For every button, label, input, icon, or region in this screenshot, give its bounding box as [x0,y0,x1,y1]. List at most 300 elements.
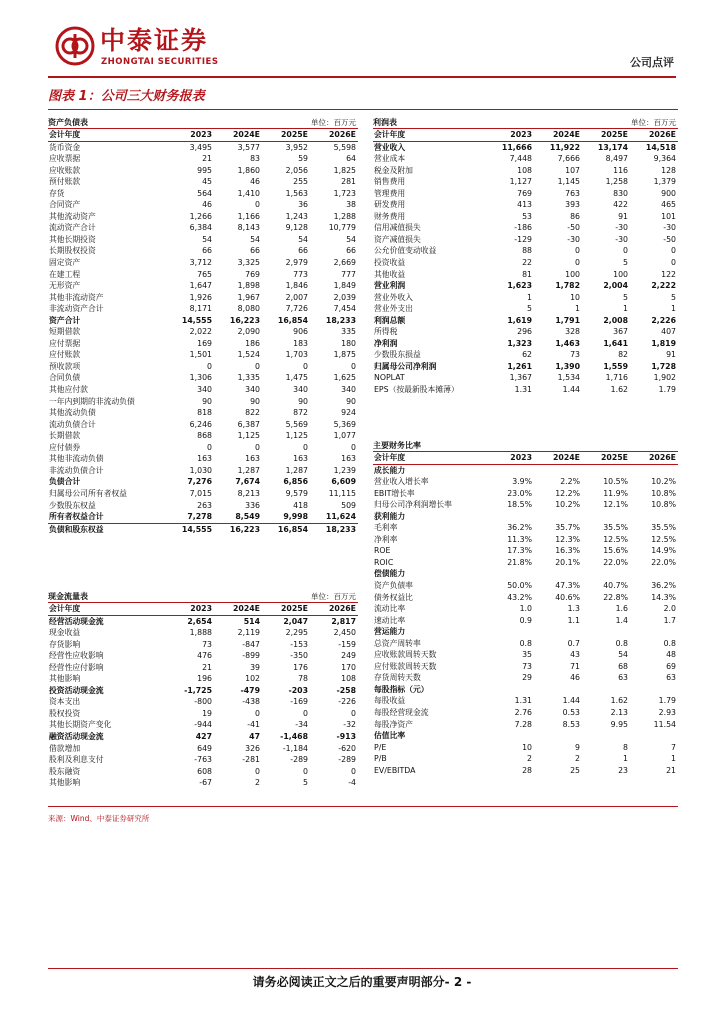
cell-value: 2,654 [187,616,212,626]
table-row [373,545,678,557]
cell-value: 1,623 [507,281,532,291]
table-row [48,523,358,535]
cell-value: -30 [615,234,628,244]
cell-value: 0 [351,442,356,452]
row-label: 股利及利息支付 [49,755,104,765]
row-label: 其他应付款 [49,385,88,395]
cell-value: 7,666 [557,154,580,164]
row-label: EBIT增长率 [374,488,415,498]
row-label: 在建工程 [49,269,81,279]
cell-value: 1.0 [519,604,532,614]
cell-value: 29 [522,673,532,683]
cell-value: 7,015 [189,488,212,498]
cell-value: 62 [522,350,532,360]
row-label: 其他收益 [374,269,406,279]
cell-value: 5,369 [333,419,356,429]
cell-value: -203 [288,685,308,695]
cell-value: 2,039 [333,292,356,302]
row-label: 借款增加 [49,743,81,753]
table-row [48,361,358,373]
cell-value: 17.3% [507,546,532,556]
table-row [373,765,678,777]
cell-value: 11,922 [549,142,580,152]
cell-value: 0 [303,708,308,718]
row-label: 一年内到期的非流动负债 [49,396,135,406]
cell-value: 1,563 [285,188,308,198]
table-row [373,292,678,304]
row-label: 营业成本 [374,154,406,164]
table-row [373,280,678,292]
cell-value: 10 [570,292,580,302]
cell-value: 0 [255,708,260,718]
cell-value: 3,325 [237,258,260,268]
cell-value: 509 [341,500,356,510]
cell-value: 38 [346,200,356,210]
row-label: 归属母公司所有者权益 [49,488,127,498]
cell-value: 514 [243,616,260,626]
cell-value: 35.5% [651,523,676,533]
cell-value: 69 [666,661,676,671]
cell-value: 1,239 [333,465,356,475]
cell-value: 1,728 [651,361,676,371]
cell-value: 40.7% [603,581,628,591]
column-header-year: 2025E [582,129,630,141]
cell-value: 1,127 [509,177,532,187]
cell-value: 0.9 [519,615,532,625]
cell-value: -50 [663,234,676,244]
header-divider [48,76,676,78]
table-row [373,188,678,200]
page-header [0,0,724,80]
cell-value: 0 [671,246,676,256]
cell-value [630,568,678,580]
cell-value: 7 [671,742,676,752]
cell-value: 10.8% [651,500,676,510]
cell-value: 47 [249,732,260,742]
cell-value: 2,008 [603,315,628,325]
cell-value: 2 [527,754,532,764]
row-label: 流动比率 [374,604,406,614]
cell-value: 11,666 [501,142,532,152]
row-label: 股权投资 [49,708,81,718]
column-header-year: 2024E [214,603,262,615]
cell-value: 995 [197,165,212,175]
cell-value: 393 [565,200,580,210]
row-label: 流动负债合计 [49,419,96,429]
cell-value: 54 [346,234,356,244]
income-statement-title: 利润表 [373,118,397,127]
cell-value: 1 [575,304,580,314]
cell-value: 102 [245,674,260,684]
cell-value: 3,952 [285,142,308,152]
table-row [48,188,358,200]
cell-value: 3,577 [237,142,260,152]
table-row [373,372,678,384]
table-row [48,662,358,674]
row-label: 营业收入增长率 [374,477,429,487]
table-row [373,534,678,546]
cell-value: 170 [341,662,356,672]
cell-value: -169 [290,697,308,707]
row-label: 存货周转天数 [374,673,421,683]
cell-value [534,511,582,523]
table-row [48,165,358,177]
cell-value: 6,246 [189,419,212,429]
cell-value: 12.1% [603,500,628,510]
cell-value: 108 [517,165,532,175]
cell-value [534,684,582,696]
cell-value: 5 [303,778,308,788]
row-label: 应收票据 [49,154,81,164]
balance-sheet-title: 资产负债表 [48,118,88,127]
cell-value: 90 [202,396,212,406]
section-row [373,464,678,476]
table-row [373,603,678,615]
row-label: 每股收益 [374,696,406,706]
cell-value: 23.0% [507,488,532,498]
cell-value: 5,569 [285,419,308,429]
cell-value: 2,056 [285,165,308,175]
cell-value: 21.8% [507,557,532,567]
report-type: 公司点评 [630,56,674,69]
cell-value: 1,825 [333,165,356,175]
table-row [48,754,358,766]
row-label: 研发费用 [374,200,406,210]
cell-value: 0 [255,200,260,210]
cell-value: -763 [194,755,212,765]
row-label: 营运能力 [374,627,406,637]
cell-value: 1,266 [189,211,212,221]
table-row [48,349,358,361]
cell-value: -899 [242,651,260,661]
cell-value: 100 [565,269,580,279]
cell-value: 1 [671,304,676,314]
cell-value [582,730,630,742]
cell-value: 1,849 [333,281,356,291]
table-row [373,349,678,361]
cell-value: 564 [197,188,212,198]
cash-flow-unit: 单位：百万元 [311,592,356,601]
row-label: 营业利润 [374,281,406,291]
cell-value: 163 [197,454,212,464]
cell-value: 18,233 [310,523,358,535]
cell-value: 54 [618,650,628,660]
column-header-year: 2024E [534,452,582,464]
row-label: 管理费用 [374,188,406,198]
table-row [373,649,678,661]
cell-value: 2,295 [285,628,308,638]
cell-value: 1,641 [603,338,628,348]
key-ratios-column-header [373,452,678,464]
table-row [48,315,358,327]
cell-value: 18.5% [507,500,532,510]
cell-value: 2 [575,754,580,764]
table-row [373,234,678,246]
row-label: 固定资产 [49,258,81,268]
cell-value: 35 [522,650,532,660]
row-label: 应付债券 [49,442,81,452]
cell-value: 340 [341,385,356,395]
cell-value: 6,387 [237,419,260,429]
row-label: 少数股东权益 [49,500,96,510]
cell-value: 872 [293,408,308,418]
cell-value: -289 [290,755,308,765]
table-row [48,222,358,234]
cell-value: 1,846 [285,281,308,291]
cell-value: 186 [245,338,260,348]
cell-value [534,626,582,638]
table-row [373,592,678,604]
cell-value: 1,145 [557,177,580,187]
cell-value: 1.79 [658,696,676,706]
cell-value: 1,410 [237,188,260,198]
cell-value: 924 [341,408,356,418]
table-row [48,211,358,223]
cell-value: 50.0% [507,581,532,591]
cell-value: 64 [346,154,356,164]
cell-value: 1,323 [507,338,532,348]
column-header-year: 2023 [486,452,534,464]
cell-value: 1 [623,304,628,314]
column-header-label: 会计年度 [373,129,486,141]
cell-value: 1.62 [610,385,628,395]
cell-value: 107 [565,165,580,175]
table-row [373,707,678,719]
cell-value: 12.5% [603,534,628,544]
balance-sheet-column-header [48,129,358,141]
cell-value: 90 [298,396,308,406]
cell-value: 2,090 [237,327,260,337]
table-row [48,639,358,651]
cell-value: 22.8% [603,592,628,602]
row-label: 偿债能力 [374,569,406,579]
cell-value: -4 [348,778,356,788]
cell-value: 48 [666,650,676,660]
row-label: 估值比率 [374,731,406,741]
table-row [373,269,678,281]
cell-value: 35.5% [603,523,628,533]
cell-value: 183 [293,338,308,348]
cell-value: 66 [202,246,212,256]
row-label: 资产减值损失 [374,234,421,244]
column-header-label: 会计年度 [48,129,166,141]
cell-value: 427 [195,732,212,742]
cell-value: -620 [338,743,356,753]
cell-value: 0 [351,361,356,371]
row-label: 每股净资产 [374,719,413,729]
cell-value: 22 [522,258,532,268]
cell-value: 1.1 [567,615,580,625]
cell-value: 1,647 [189,281,212,291]
cell-value: 900 [661,188,676,198]
cell-value: 54 [202,234,212,244]
cell-value: 14.3% [651,592,676,602]
cell-value: 21 [666,765,676,775]
cell-value: 196 [197,674,212,684]
cell-value: 1,888 [189,628,212,638]
cell-value: 14.9% [651,546,676,556]
income-statement [373,117,678,396]
cell-value: 2,119 [237,628,260,638]
row-label: 存货 [49,188,65,198]
cell-value: 1,902 [653,373,676,383]
table-row [373,557,678,569]
column-header-label: 会计年度 [48,603,166,615]
cell-value: 0.53 [562,708,580,718]
cell-value: -1,725 [184,685,212,695]
table-row [48,708,358,720]
cell-value: 47.3% [555,581,580,591]
cell-value: 128 [661,165,676,175]
cell-value: 6,384 [189,223,212,233]
cell-value: -186 [514,223,532,233]
cell-value: -226 [338,697,356,707]
column-header-label: 会计年度 [373,452,486,464]
cell-value: 16,854 [277,315,308,325]
cell-value: 82 [618,350,628,360]
income-statement-header [373,117,678,128]
row-label: 毛利率 [374,523,398,533]
row-label: 短期借款 [49,327,81,337]
cell-value: 11.3% [507,534,532,544]
cell-value: 418 [293,500,308,510]
cell-value: 8,171 [189,304,212,314]
table-row [48,650,358,662]
cell-value: 249 [341,651,356,661]
zhongtai-logo-icon [55,26,95,66]
cell-value: 818 [197,408,212,418]
cell-value: 1,791 [555,315,580,325]
cell-value: 25 [570,765,580,775]
cell-value: 0 [623,246,628,256]
cell-value: 0 [303,442,308,452]
cell-value: 66 [346,246,356,256]
cell-value: 14,555 [166,523,214,535]
cell-value: 18,233 [325,315,356,325]
cell-value: 1,367 [509,373,532,383]
cell-value: 1,860 [237,165,260,175]
cell-value: 14,555 [181,315,212,325]
row-label: EV/EBITDA [374,765,416,775]
cell-value: 1,125 [237,431,260,441]
row-label: 应付账款周转天数 [374,661,437,671]
cell-value: 2,007 [285,292,308,302]
row-label: 其他影响 [49,674,81,684]
cell-value: 9,364 [653,154,676,164]
cell-value: 46 [570,673,580,683]
table-row [48,384,358,396]
cell-value: 68 [618,661,628,671]
table-row [373,315,678,327]
cell-value: 1,967 [237,292,260,302]
cell-value: 3,495 [189,142,212,152]
cell-value: 22.0% [603,557,628,567]
cell-value: 8.53 [562,719,580,729]
cell-value: 8,497 [605,154,628,164]
cell-value: 5 [623,258,628,268]
cell-value: 336 [245,500,260,510]
key-ratios [373,440,678,776]
cell-value: 8,213 [237,488,260,498]
column-header-year: 2025E [262,129,310,141]
cell-value: 12.2% [555,488,580,498]
table-row [373,245,678,257]
cell-value: 2,004 [603,281,628,291]
key-ratios-table [373,452,678,776]
cell-value: 422 [613,200,628,210]
table-row [373,695,678,707]
table-row [48,453,358,465]
cell-value: 1,703 [285,350,308,360]
table-row [373,476,678,488]
cell-value [534,464,582,476]
row-label: 长期股权投资 [49,246,96,256]
column-header-year: 2026E [310,603,358,615]
row-label: 现金收益 [49,628,81,638]
cell-value: 340 [245,385,260,395]
cell-value: 176 [293,662,308,672]
cell-value: 40.6% [555,592,580,602]
row-label: 其他长期资产变化 [49,720,112,730]
cell-value: 0.8 [519,638,532,648]
table-row [373,338,678,350]
row-label: 总资产周转率 [374,638,421,648]
row-label: ROE [374,546,391,556]
cell-value: 0.8 [615,638,628,648]
cell-value: 11.54 [653,719,676,729]
cell-value: 0 [303,766,308,776]
cell-value: 1,625 [333,373,356,383]
cell-value: 5 [623,292,628,302]
table-row [48,326,358,338]
section-row [373,684,678,696]
table-row [373,522,678,534]
section-row [373,626,678,638]
cell-value: 13,174 [597,142,628,152]
column-header-year: 2024E [214,129,262,141]
cell-value: -153 [290,639,308,649]
table-row [373,199,678,211]
source-note: 来源：Wind、中泰证券研究所 [48,814,150,823]
row-label: 非流动资产合计 [49,304,104,314]
table-row [373,176,678,188]
cell-value: 0.8 [663,638,676,648]
cell-value: 765 [197,269,212,279]
table-row [373,222,678,234]
cell-value: 7,276 [187,477,212,487]
cell-value: 3,712 [189,258,212,268]
cell-value: 11,624 [325,512,356,522]
cell-value: 326 [245,743,260,753]
table-row [373,638,678,650]
cell-value: 0 [255,361,260,371]
row-label: 非流动负债合计 [49,465,104,475]
row-label: 其他影响 [49,778,81,788]
cell-value: 16,854 [262,523,310,535]
cell-value: 1,463 [555,338,580,348]
cell-value: 10,779 [328,223,356,233]
row-label: 所得税 [374,327,398,337]
cell-value: 1,926 [189,292,212,302]
cell-value: 122 [661,269,676,279]
table-row [373,719,678,731]
cell-value [486,730,534,742]
table-row [373,211,678,223]
cell-value: 296 [517,327,532,337]
cell-value: 73 [522,661,532,671]
table-row [48,465,358,477]
table-row [48,303,358,315]
